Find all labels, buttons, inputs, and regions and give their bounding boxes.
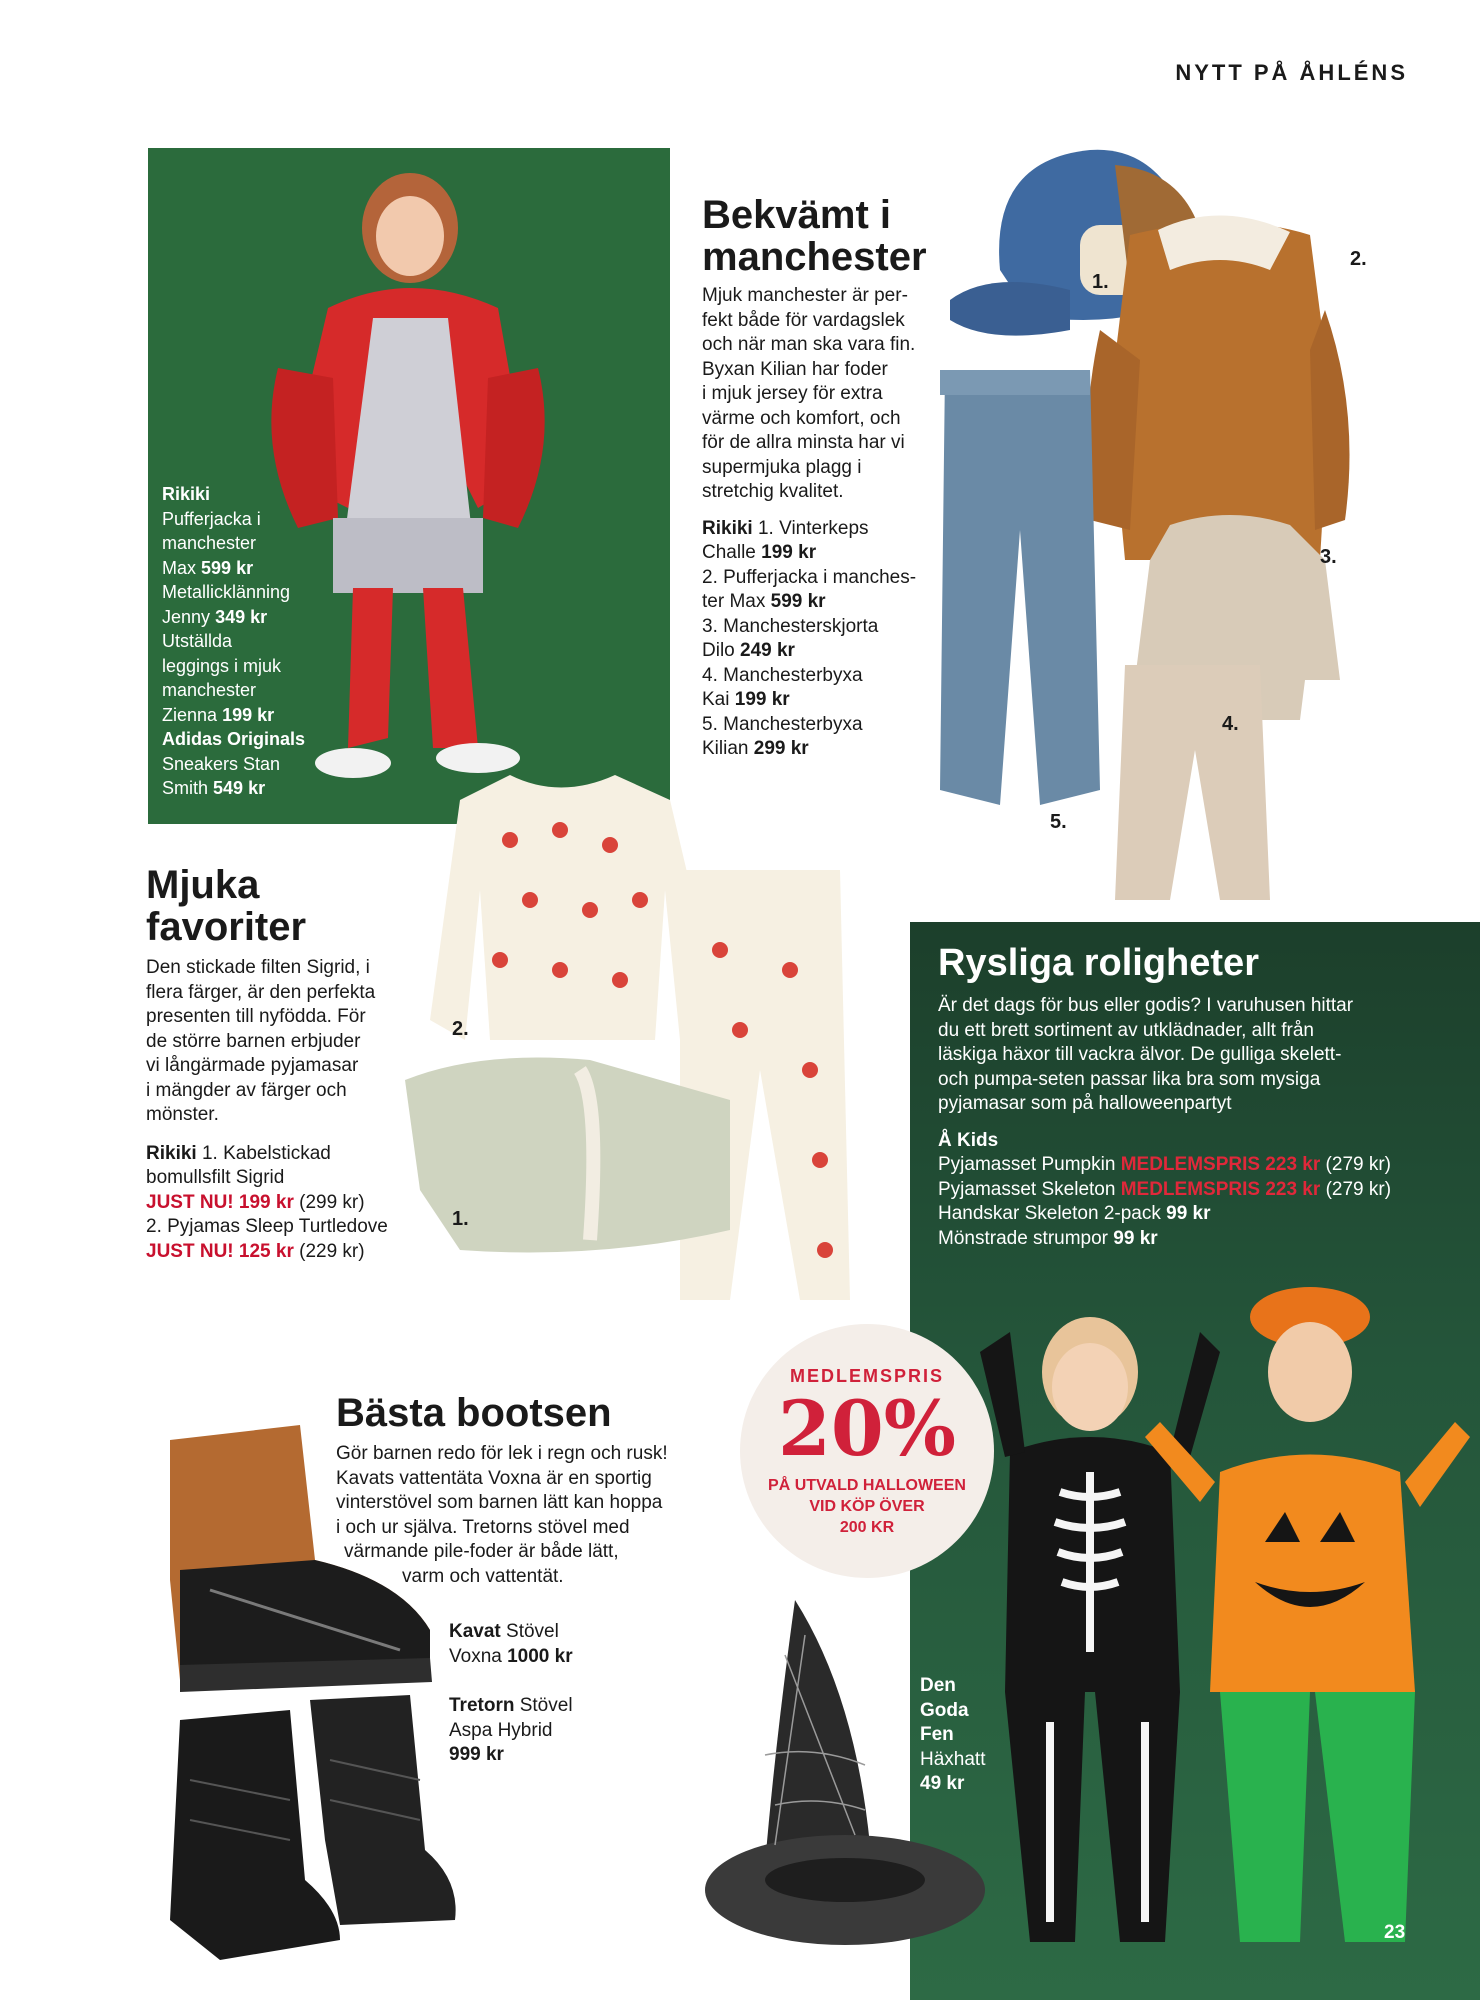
- caption-line: Pufferjacka i: [162, 508, 261, 529]
- halloween-title: Rysliga roligheter: [938, 942, 1259, 984]
- product-price: 99 kr: [1166, 1203, 1211, 1224]
- product-line: Kai: [702, 689, 730, 710]
- caption-price: 199 kr: [222, 704, 275, 725]
- intro-line: Den stickade filten Sigrid, i: [146, 957, 370, 978]
- intro-line: Byxan Kilian har foder: [702, 358, 888, 380]
- halloween-intro: [938, 994, 1391, 1117]
- product-line: Dilo: [702, 640, 735, 661]
- brand-a-kids: Å Kids: [938, 1129, 999, 1151]
- soft-product-list: [146, 1142, 388, 1265]
- intro-line: läskiga häxor till vackra älvor. De gulliga skelett-: [938, 1044, 1342, 1065]
- caption-price: 599 kr: [201, 557, 254, 578]
- badge-label: MEDLEMSPRIS: [789, 1366, 944, 1386]
- caption-price: 549 kr: [213, 778, 266, 798]
- kavat-caption: [449, 1620, 573, 1669]
- product-label-1: 1.: [1092, 271, 1109, 293]
- intro-line: varm och vattentät.: [402, 1565, 564, 1587]
- badge-value: 20%: [778, 1384, 956, 1473]
- deal-price: JUST NU! 199 kr: [146, 1191, 294, 1213]
- product-line: Stövel: [519, 1695, 573, 1716]
- product-price: 599 kr: [770, 591, 826, 612]
- caption-line: Fen: [920, 1724, 954, 1745]
- product-price: 199 kr: [734, 689, 790, 710]
- intro-line: vinterstövel som barnen lätt kan hoppa: [336, 1492, 663, 1513]
- intro-line: stretchig kvalitet.: [702, 481, 844, 502]
- caption-price: 349 kr: [215, 606, 268, 627]
- corduroy-title: [702, 194, 927, 278]
- product-line: Voxna: [449, 1645, 502, 1667]
- hero-caption: [162, 482, 305, 801]
- product-label-2: 2.: [1350, 248, 1367, 270]
- caption-line: Smith: [162, 778, 209, 798]
- caption-line: manchester: [162, 680, 257, 700]
- member-price: MEDLEMSPRIS 223 kr: [1120, 1154, 1321, 1175]
- intro-line: Mjuk manchester är per-: [702, 285, 908, 306]
- title-line: manchester: [702, 235, 927, 279]
- intro-line: värme och komfort, och: [702, 407, 901, 429]
- brand-rikiki: Rikiki: [146, 1142, 197, 1164]
- product-line: Mönstrade strumpor: [938, 1227, 1109, 1249]
- product-line: bomullsfilt Sigrid: [146, 1167, 285, 1188]
- tretorn-caption: [449, 1694, 573, 1768]
- intro-line: presenten till nyfödda. För: [146, 1006, 366, 1027]
- boots-title: Bästa bootsen: [336, 1391, 612, 1435]
- product-line: Challe: [702, 542, 756, 563]
- member-discount-badge: [740, 1324, 994, 1578]
- product-price: 199 kr: [761, 542, 817, 563]
- caption-line: Goda: [920, 1699, 969, 1721]
- product-line: 1. Kabelstickad: [201, 1142, 331, 1164]
- product-line: 1. Vinterkeps: [757, 517, 869, 539]
- title-line: Bekvämt i: [702, 193, 891, 237]
- caption-line: Metallicklänning: [162, 582, 291, 602]
- section-header: NYTT PÅ ÅHLÉNS: [1175, 60, 1408, 85]
- intro-line: och pumpa-seten passar lika bra som mysiga: [938, 1068, 1321, 1090]
- intro-line: för de allra minsta har vi: [702, 432, 905, 453]
- member-price: MEDLEMSPRIS 223 kr: [1120, 1178, 1321, 1200]
- witch-hat-illustration: [705, 1595, 1015, 1975]
- old-price: (279 kr): [1325, 1178, 1392, 1200]
- pyjamas-blanket-illustration: [400, 770, 870, 1310]
- intro-line: fekt både för vardagslek: [702, 309, 905, 331]
- brand-tretorn: Tretorn: [449, 1695, 515, 1716]
- intro-line: du ett brett sortiment av utklädnader, allt från: [938, 1019, 1314, 1041]
- brand-kavat: Kavat: [449, 1621, 501, 1642]
- deal-price: JUST NU! 125 kr: [146, 1240, 294, 1262]
- product-line: 5. Manchesterbyxa: [702, 713, 863, 735]
- caption-price: 49 kr: [920, 1773, 965, 1794]
- caption-line: Sneakers Stan: [162, 753, 281, 774]
- caption-line: Jenny: [162, 606, 211, 627]
- product-line: Kilian: [702, 738, 749, 759]
- caption-line: manchester: [162, 533, 257, 553]
- intro-line: vi långärmade pyjamasar: [146, 1055, 359, 1076]
- halloween-product-list: [938, 1129, 1391, 1252]
- intro-line: i mjuk jersey för extra: [702, 383, 883, 404]
- product-label-blanket: 1.: [452, 1208, 469, 1230]
- product-price: 99 kr: [1113, 1227, 1158, 1249]
- halloween-text: [938, 942, 1391, 1251]
- caption-line: Häxhatt: [920, 1748, 986, 1770]
- intro-line: Gör barnen redo för lek i regn och rusk!: [336, 1443, 668, 1464]
- product-line: 3. Manchesterskjorta: [702, 615, 879, 637]
- caption-line: leggings i mjuk: [162, 655, 282, 676]
- product-price: 999 kr: [449, 1744, 504, 1765]
- product-line: Aspa Hybrid: [449, 1719, 553, 1741]
- soft-intro: [146, 956, 388, 1128]
- intro-line: Är det dags för bus eller godis? I varuhusen hittar: [938, 995, 1354, 1016]
- old-price: (299 kr): [299, 1191, 365, 1213]
- intro-line: i mängder av färger och: [146, 1079, 347, 1101]
- brand-rikiki: Rikiki: [702, 517, 753, 539]
- intro-line: de större barnen erbjuder: [146, 1030, 361, 1052]
- corduroy-product-list: [702, 517, 927, 762]
- soft-title: [146, 864, 388, 948]
- corduroy-intro: [702, 284, 927, 505]
- badge-line: PÅ UTVALD HALLOWEEN: [768, 1477, 966, 1494]
- badge-line: 200 KR: [839, 1519, 895, 1536]
- old-price: (279 kr): [1325, 1154, 1392, 1175]
- intro-line: och när man ska vara fin.: [702, 334, 916, 355]
- boots-illustration: [140, 1420, 460, 1980]
- intro-line: flera färger, är den perfekta: [146, 981, 376, 1003]
- title-line: favoriter: [146, 905, 307, 949]
- product-line: 2. Pufferjacka i manches-: [702, 566, 917, 588]
- caption-line: Max: [162, 557, 197, 578]
- intro-line: Kavats vattentäta Voxna är en sportig: [336, 1467, 652, 1489]
- title-line: Mjuka: [146, 863, 260, 907]
- product-label-4: 4.: [1222, 713, 1239, 735]
- product-line: Stövel: [506, 1621, 559, 1642]
- intro-line: pyjamasar som på halloweenpartyt: [938, 1093, 1232, 1114]
- product-label-pyjamas: 2.: [452, 1018, 469, 1040]
- product-line: 2. Pyjamas Sleep Turtledove: [146, 1216, 388, 1237]
- caption-line: Zienna: [162, 704, 218, 725]
- product-price: 1000 kr: [507, 1645, 573, 1667]
- intro-line: värmande pile-foder är både lätt,: [344, 1541, 619, 1562]
- caption-brand-adidas: Adidas Originals: [162, 729, 306, 749]
- intro-line: supermjuka plagg i: [702, 456, 862, 478]
- product-line: Handskar Skeleton 2-pack: [938, 1203, 1161, 1224]
- corduroy-section: [702, 194, 927, 762]
- caption-line: Den: [920, 1675, 956, 1696]
- product-line: 4. Manchesterbyxa: [702, 664, 863, 686]
- soft-section: [146, 864, 388, 1264]
- product-price: 249 kr: [740, 640, 795, 661]
- product-label-5: 5.: [1050, 811, 1067, 833]
- badge-terms: [740, 1475, 994, 1538]
- product-label-3: 3.: [1320, 546, 1337, 568]
- corduroy-products-illustration: [930, 140, 1470, 910]
- old-price: (229 kr): [299, 1240, 365, 1262]
- intro-line: i och ur själva. Tretorns stövel med: [336, 1516, 630, 1538]
- product-line: Pyjamasset Pumpkin: [938, 1154, 1116, 1175]
- caption-brand-rikiki: Rikiki: [162, 484, 211, 504]
- product-price: 299 kr: [753, 738, 809, 759]
- product-line: Pyjamasset Skeleton: [938, 1178, 1116, 1200]
- intro-line: mönster.: [146, 1104, 219, 1125]
- caption-line: Utställda: [162, 631, 233, 651]
- page-number: 23: [1384, 1922, 1406, 1943]
- badge-line: VID KÖP ÖVER: [809, 1498, 925, 1515]
- product-line: ter Max: [702, 591, 766, 612]
